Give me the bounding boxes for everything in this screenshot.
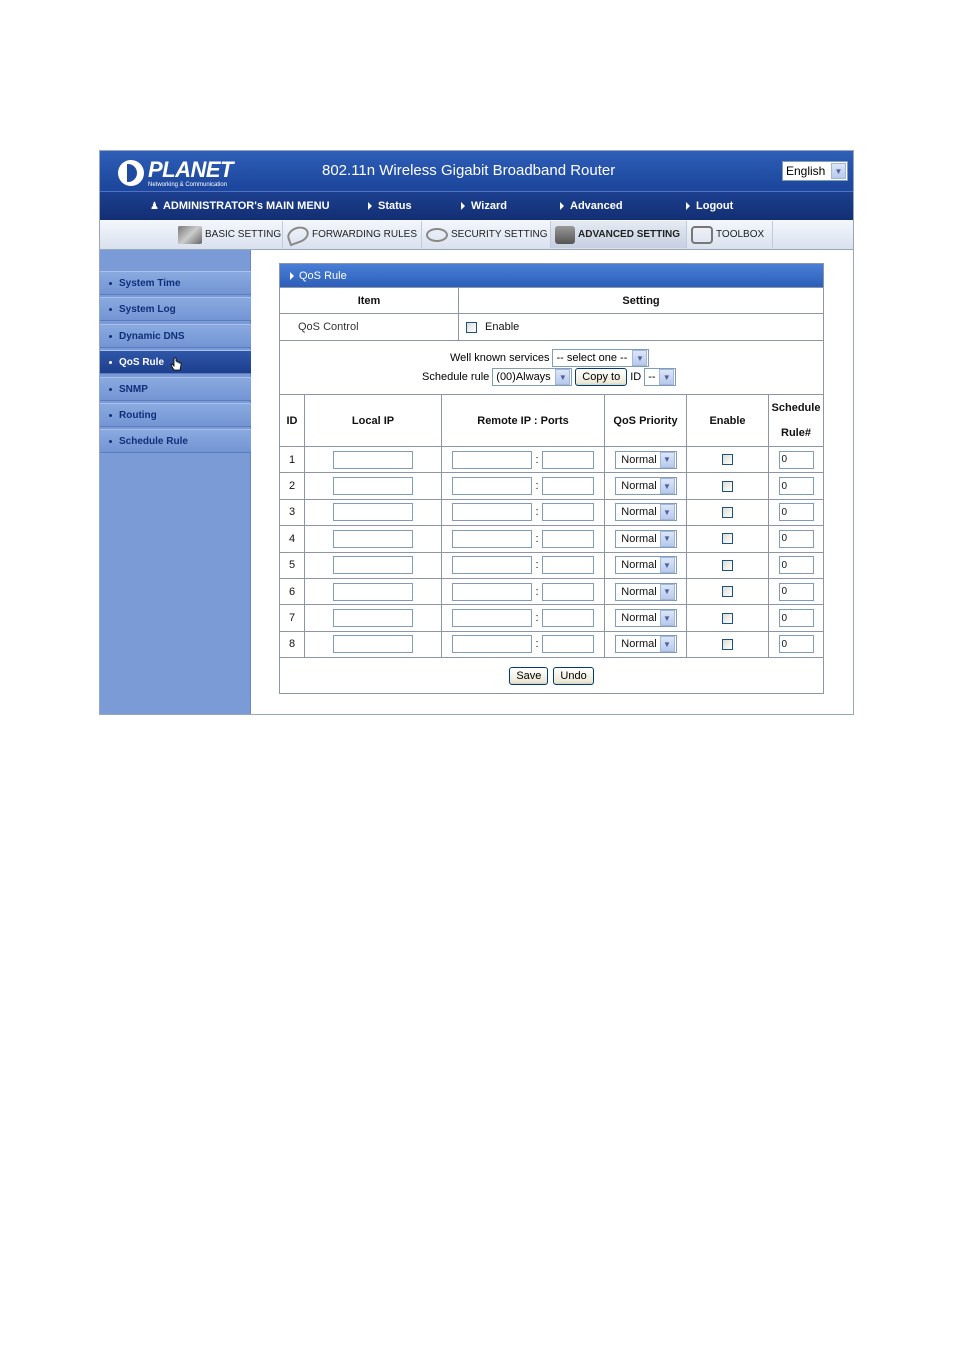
schedule-rule-input[interactable]: 0	[779, 477, 814, 495]
qos-rule-panel	[279, 263, 824, 694]
sidebar-item-routing[interactable]: Routing	[100, 403, 251, 427]
panel-title: QoS Rule	[280, 264, 823, 288]
col-id-header: ID	[280, 395, 305, 446]
save-button[interactable]: Save	[509, 667, 548, 685]
forwarding-icon	[285, 223, 311, 246]
planet-logo-icon	[118, 160, 144, 186]
remote-ip-input[interactable]	[452, 477, 532, 495]
logo-word: PLANET	[148, 156, 233, 182]
qos-priority-select[interactable]: Normal ▼	[615, 477, 677, 495]
menu-wizard[interactable]: Wizard	[461, 200, 507, 212]
col-enable-header: Enable	[687, 395, 769, 446]
rule-enable-checkbox[interactable]	[722, 586, 733, 597]
qos-priority-select[interactable]: Normal ▼	[615, 635, 677, 653]
rule-enable-checkbox[interactable]	[722, 533, 733, 544]
remote-port-input[interactable]	[542, 556, 594, 574]
chevron-down-icon: ▼	[660, 610, 675, 626]
sidebar-item-schedule-rule[interactable]: Schedule Rule	[100, 429, 251, 453]
colon-separator: :	[535, 453, 539, 466]
tab-security-setting[interactable]: SECURITY SETTING	[422, 221, 551, 248]
local-ip-input[interactable]	[333, 556, 413, 574]
rules-table-header	[280, 395, 823, 447]
table-row	[280, 500, 823, 526]
remote-port-input[interactable]	[542, 477, 594, 495]
bullet-icon	[109, 361, 112, 364]
security-icon	[426, 228, 448, 242]
remote-port-input[interactable]	[542, 503, 594, 521]
col-item-header: Item	[280, 288, 459, 313]
colon-separator: :	[535, 585, 539, 598]
tab-forwarding-rules[interactable]: FORWARDING RULES	[283, 221, 422, 248]
col-priority-header: QoS Priority	[605, 395, 687, 446]
language-value: English	[786, 164, 826, 178]
bullet-icon	[109, 282, 112, 285]
menu-advanced[interactable]: Advanced	[560, 200, 623, 212]
qos-control-label: QoS Control	[280, 314, 459, 340]
remote-ip-input[interactable]	[452, 530, 532, 548]
col-local-ip-header: Local IP	[305, 395, 442, 446]
rule-enable-checkbox[interactable]	[722, 481, 733, 492]
col-schedule-header: Schedule Rule#	[771, 401, 821, 439]
header	[100, 151, 853, 220]
basic-setting-icon	[178, 226, 202, 244]
chevron-down-icon: ▼	[660, 478, 675, 494]
local-ip-input[interactable]	[333, 451, 413, 469]
planet-logo	[118, 156, 233, 188]
remote-ip-input[interactable]	[452, 583, 532, 601]
chevron-down-icon: ▼	[831, 163, 846, 179]
col-setting-header: Setting	[622, 294, 660, 307]
tab-toolbox[interactable]: TOOLBOX	[687, 221, 773, 248]
chevron-down-icon: ▼	[660, 504, 675, 520]
schedule-rule-input[interactable]: 0	[779, 530, 814, 548]
local-ip-input[interactable]	[333, 530, 413, 548]
logo-sub: Networking & Communication	[148, 181, 228, 188]
table-row	[280, 579, 823, 605]
tab-advanced-setting[interactable]: ADVANCED SETTING	[551, 221, 687, 248]
row-id: 5	[280, 553, 305, 578]
local-ip-input[interactable]	[333, 503, 413, 521]
schedule-rule-input[interactable]: 0	[779, 609, 814, 627]
schedule-rule-label: Schedule rule	[422, 371, 490, 383]
services-row	[280, 341, 823, 395]
colon-separator: :	[535, 638, 539, 651]
table-row	[280, 632, 823, 658]
local-ip-input[interactable]	[333, 609, 413, 627]
qos-control-row	[280, 314, 823, 341]
remote-port-input[interactable]	[542, 530, 594, 548]
rule-enable-checkbox[interactable]	[722, 613, 733, 624]
well-known-services-label: Well known services	[450, 352, 550, 364]
qos-priority-select[interactable]: Normal ▼	[615, 451, 677, 469]
schedule-rule-input[interactable]: 0	[779, 556, 814, 574]
rule-enable-checkbox[interactable]	[722, 454, 733, 465]
router-admin-window	[99, 150, 854, 715]
row-id: 8	[280, 632, 305, 657]
arrow-right-icon	[560, 202, 564, 210]
action-bar	[280, 659, 823, 693]
bullet-icon	[109, 308, 112, 311]
copy-to-id-select[interactable]: -- ▼	[644, 368, 676, 386]
chevron-down-icon: ▼	[632, 350, 647, 366]
table-row	[280, 605, 823, 631]
enable-label: Enable	[485, 321, 520, 333]
undo-button[interactable]: Undo	[553, 667, 593, 685]
advanced-icon	[555, 226, 575, 244]
user-icon: ♟	[150, 201, 159, 212]
admin-main-menu[interactable]: ♟ ADMINISTRATOR's MAIN MENU	[150, 200, 330, 212]
remote-port-input[interactable]	[542, 635, 594, 653]
language-select[interactable]	[782, 161, 848, 181]
table-row	[280, 447, 823, 473]
sidebar-item-system-log[interactable]: System Log	[100, 297, 251, 321]
schedule-rule-select[interactable]: (00)Always ▼	[492, 368, 572, 386]
colon-separator: :	[535, 612, 539, 625]
row-id: 2	[280, 473, 305, 498]
arrow-right-icon	[686, 202, 690, 210]
toolbox-icon	[691, 226, 713, 244]
schedule-rule-input[interactable]: 0	[779, 503, 814, 521]
qos-priority-select[interactable]: Normal ▼	[615, 583, 677, 601]
item-setting-header	[280, 288, 823, 314]
product-title: 802.11n Wireless Gigabit Broadband Router	[322, 162, 616, 179]
schedule-rule-input[interactable]: 0	[779, 451, 814, 469]
sidebar-item-qos-rule[interactable]: QoS Rule	[100, 350, 251, 374]
qos-priority-select[interactable]: Normal ▼	[615, 530, 677, 548]
row-id: 1	[280, 447, 305, 472]
id-label: ID	[630, 371, 642, 383]
row-id: 4	[280, 526, 305, 551]
colon-separator: :	[535, 480, 539, 493]
header-top	[100, 151, 853, 191]
row-id: 3	[280, 500, 305, 525]
row-id: 6	[280, 579, 305, 604]
copy-to-button[interactable]: Copy to	[575, 368, 627, 386]
remote-port-input[interactable]	[542, 451, 594, 469]
chevron-down-icon: ▼	[660, 557, 675, 573]
bullet-icon	[109, 440, 112, 443]
bullet-icon	[109, 388, 112, 391]
tab-bar	[100, 220, 853, 250]
chevron-down-icon: ▼	[660, 636, 675, 652]
qos-control-enable-checkbox[interactable]	[466, 322, 477, 333]
table-row	[280, 526, 823, 552]
hand-cursor-icon	[170, 357, 182, 373]
sidebar-item-dynamic-dns[interactable]: Dynamic DNS	[100, 324, 251, 348]
bullet-icon	[109, 335, 112, 338]
rule-enable-checkbox[interactable]	[722, 507, 733, 518]
chevron-down-icon: ▼	[660, 452, 675, 468]
local-ip-input[interactable]	[333, 635, 413, 653]
arrow-right-icon	[290, 272, 294, 280]
schedule-rule-input[interactable]: 0	[779, 583, 814, 601]
rule-enable-checkbox[interactable]	[722, 639, 733, 650]
menu-status[interactable]: Status	[368, 200, 412, 212]
colon-separator: :	[535, 532, 539, 545]
remote-ip-input[interactable]	[452, 635, 532, 653]
rule-enable-checkbox[interactable]	[722, 560, 733, 571]
row-id: 7	[280, 605, 305, 630]
remote-ip-input[interactable]	[452, 503, 532, 521]
table-row	[280, 553, 823, 579]
chevron-down-icon: ▼	[659, 369, 674, 385]
local-ip-input[interactable]	[333, 477, 413, 495]
colon-separator: :	[535, 559, 539, 572]
remote-port-input[interactable]	[542, 583, 594, 601]
qos-priority-select[interactable]: Normal ▼	[615, 503, 677, 521]
schedule-rule-input[interactable]: 0	[779, 635, 814, 653]
well-known-services-select[interactable]: -- select one -- ▼	[552, 349, 649, 367]
table-row	[280, 473, 823, 499]
bullet-icon	[109, 414, 112, 417]
qos-priority-select[interactable]: Normal ▼	[615, 556, 677, 574]
sidebar-item-snmp[interactable]: SNMP	[100, 377, 251, 401]
arrow-right-icon	[461, 202, 465, 210]
sidebar	[100, 250, 251, 714]
tab-basic-setting[interactable]: BASIC SETTING	[174, 221, 283, 248]
remote-ip-input[interactable]	[452, 609, 532, 627]
sidebar-item-system-time[interactable]: System Time	[100, 271, 251, 295]
remote-ip-input[interactable]	[452, 556, 532, 574]
remote-port-input[interactable]	[542, 609, 594, 627]
colon-separator: :	[535, 506, 539, 519]
col-remote-header: Remote IP : Ports	[442, 395, 605, 446]
main-menu	[100, 191, 853, 220]
menu-logout[interactable]: Logout	[686, 200, 733, 212]
arrow-right-icon	[368, 202, 372, 210]
chevron-down-icon: ▼	[660, 531, 675, 547]
chevron-down-icon: ▼	[660, 584, 675, 600]
qos-priority-select[interactable]: Normal ▼	[615, 609, 677, 627]
remote-ip-input[interactable]	[452, 451, 532, 469]
chevron-down-icon: ▼	[555, 369, 570, 385]
local-ip-input[interactable]	[333, 583, 413, 601]
